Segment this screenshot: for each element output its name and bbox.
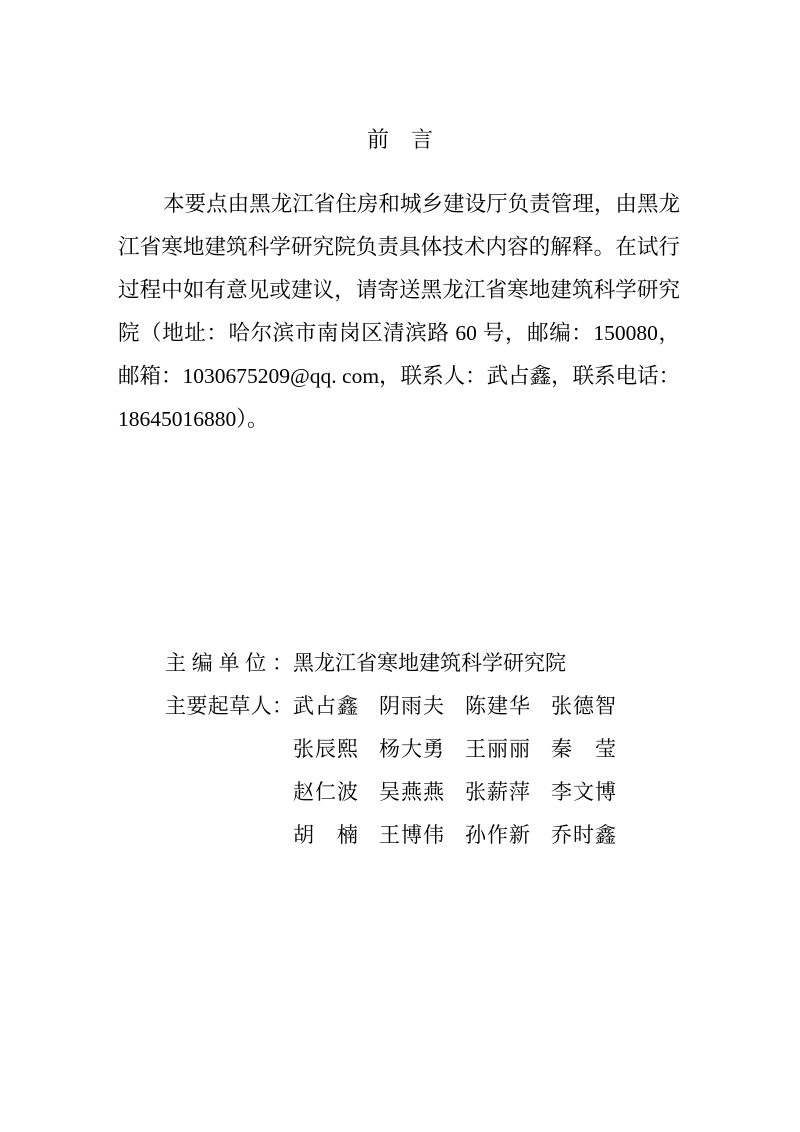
drafter-name: 乔时鑫 [551, 823, 616, 847]
paragraph-line: 院（地址：哈尔滨市南岗区清滨路 60 号，邮编：150080， [118, 321, 680, 345]
drafter-name: 张辰熙 [293, 737, 358, 761]
drafter-name: 陈建华 [465, 694, 530, 718]
drafter-name: 王博伟 [379, 823, 444, 847]
drafter-name: 张薪萍 [465, 780, 530, 804]
drafter-name: 阴雨夫 [379, 694, 444, 718]
drafter-name: 吴燕燕 [379, 780, 444, 804]
paragraph-line: 过程中如有意见或建议，请寄送黑龙江省寒地建筑科学研究 [118, 278, 680, 302]
drafter-name: 赵仁波 [293, 780, 358, 804]
preface-paragraph [118, 183, 680, 441]
drafter-name: 胡楠 [293, 823, 358, 847]
paragraph-line: 邮箱：1030675209@qq. com，联系人：武占鑫，联系电话： [118, 364, 681, 388]
drafter-name: 孙作新 [465, 823, 530, 847]
drafter-name: 杨大勇 [379, 737, 444, 761]
page-title: 前言 [366, 127, 455, 152]
chief-unit-label: 主编单位： [165, 651, 293, 675]
drafters-label: 主要起草人： [165, 694, 293, 718]
drafter-name: 王丽丽 [465, 737, 530, 761]
paragraph-line: 江省寒地建筑科学研究院负责具体技术内容的解释。在试行 [118, 235, 680, 259]
drafter-name: 张德智 [551, 694, 616, 718]
paragraph-line: 本要点由黑龙江省住房和城乡建设厅负责管理，由黑龙 [163, 192, 680, 216]
drafter-name: 秦莹 [551, 737, 616, 761]
paragraph-line: 18645016880）。 [118, 407, 269, 431]
chief-unit-value: 黑龙江省寒地建筑科学研究院 [293, 651, 566, 675]
drafter-name: 武占鑫 [293, 694, 358, 718]
drafter-name: 李文博 [551, 780, 616, 804]
